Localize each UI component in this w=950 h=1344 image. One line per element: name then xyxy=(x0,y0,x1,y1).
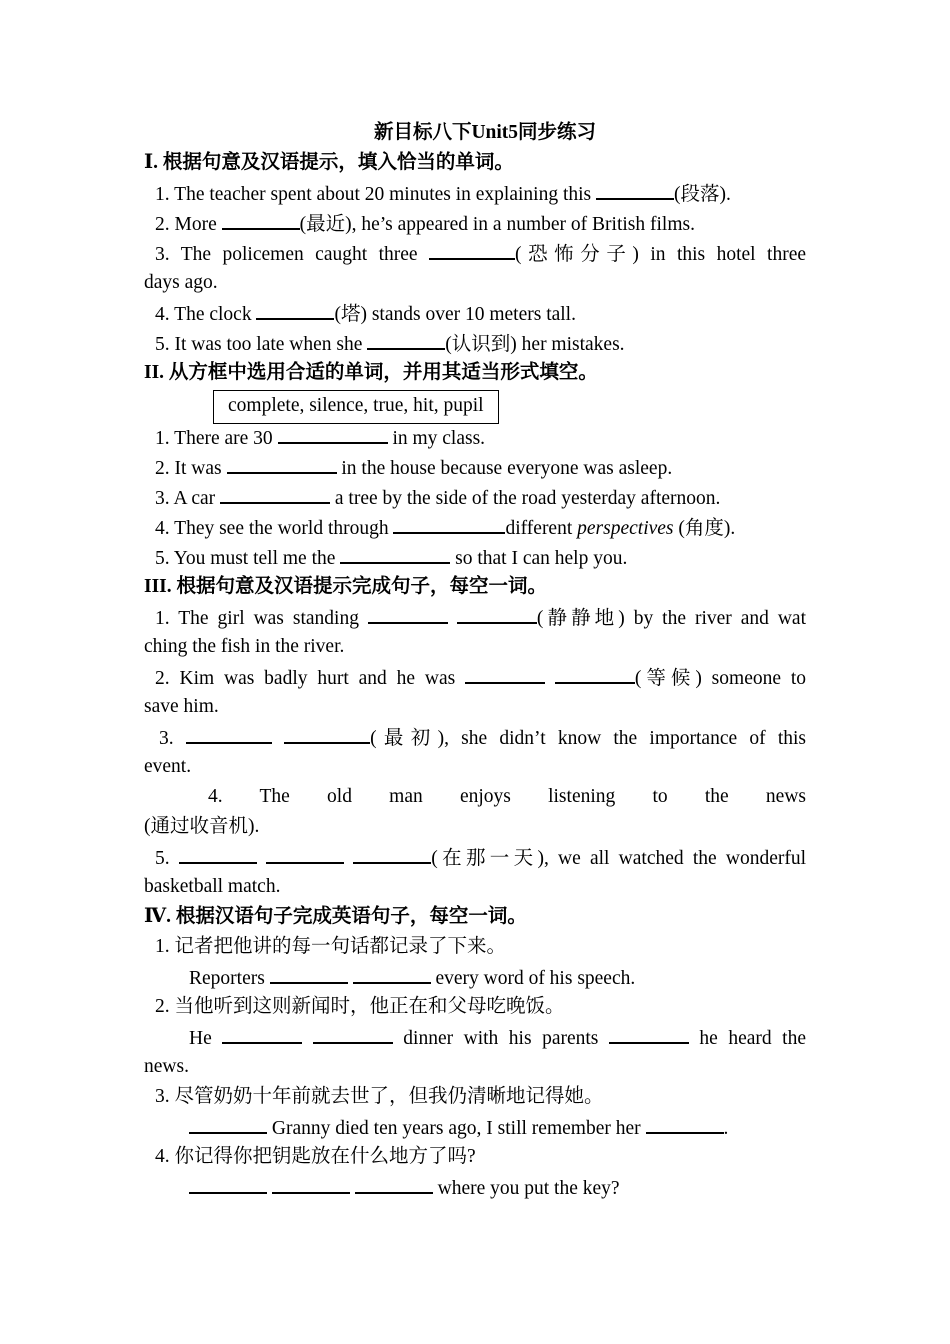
worksheet xyxy=(144,118,806,1202)
word-box: complete, silence, true, hit, pupil xyxy=(213,390,499,424)
answer-blank[interactable] xyxy=(393,512,505,534)
s1-question-4: 4. The clock (塔) stands over 10 meters tall. xyxy=(144,298,806,328)
answer-blank[interactable] xyxy=(646,1112,724,1134)
s4-question-2-cont: news. xyxy=(144,1056,189,1077)
s2-question-1: 1. There are 30 in my class. xyxy=(144,422,806,452)
answer-blank[interactable] xyxy=(189,1112,267,1134)
s1-question-3: 3. The policemen caught three (恐怖分子) in this hotel three xyxy=(144,238,806,268)
s3-question-5: 5. (在那一天), we all watched the wonderful xyxy=(144,842,806,872)
answer-blank[interactable] xyxy=(284,722,370,744)
answer-blank[interactable] xyxy=(222,208,300,230)
answer-blank[interactable] xyxy=(353,962,431,984)
s4-question-1: Reporters every word of his speech. xyxy=(144,962,806,992)
s2-question-3: 3. A car a tree by the side of the road yesterday afternoon. xyxy=(144,482,806,512)
word-box-row xyxy=(144,388,806,418)
s1-question-5: 5. It was too late when she (认识到) her mistakes. xyxy=(144,328,806,358)
answer-blank[interactable] xyxy=(465,662,545,684)
s2-question-4: 4. They see the world through different perspectives (角度). xyxy=(144,512,806,542)
answer-blank[interactable] xyxy=(353,842,431,864)
s3-question-1-cont: ching the fish in the river. xyxy=(144,636,345,657)
answer-blank[interactable] xyxy=(313,1022,393,1044)
s4-question-4-chinese: 4. 你记得你把钥匙放在什么地方了吗? xyxy=(155,1146,476,1167)
section4-heading: Ⅳ. 根据汉语句子完成英语句子，每空一词。 xyxy=(144,906,527,927)
answer-blank[interactable] xyxy=(256,298,334,320)
s1-question-3-cont: days ago. xyxy=(144,272,218,293)
s4-question-3: Granny died ten years ago, I still remember her . xyxy=(144,1112,806,1142)
s3-question-4-cont: (通过收音机). xyxy=(144,816,260,837)
answer-blank[interactable] xyxy=(220,482,330,504)
answer-blank[interactable] xyxy=(272,1172,350,1194)
answer-blank[interactable] xyxy=(609,1022,689,1044)
s3-question-3-cont: event. xyxy=(144,756,192,777)
s3-question-2: 2. Kim was badly hurt and he was (等候) someone to xyxy=(144,662,806,692)
s2-question-5: 5. You must tell me the so that I can help you. xyxy=(144,542,806,572)
answer-blank[interactable] xyxy=(222,1022,302,1044)
s3-question-1: 1. The girl was standing (静静地) by the river and wat xyxy=(144,602,806,632)
answer-blank[interactable] xyxy=(368,602,448,624)
s3-question-4: 4. The old man enjoys listening to the news xyxy=(208,786,806,807)
s4-question-1-chinese: 1. 记者把他讲的每一句话都记录了下来。 xyxy=(155,936,507,957)
s4-question-4: where you put the key? xyxy=(144,1172,806,1202)
section3-heading: III. 根据句意及汉语提示完成句子，每空一词。 xyxy=(144,576,548,597)
answer-blank[interactable] xyxy=(179,842,257,864)
answer-blank[interactable] xyxy=(227,452,337,474)
s3-question-3: 3. (最初), she didn’t know the importance of this xyxy=(144,722,806,752)
s4-question-3-chinese: 3. 尽管奶奶十年前就去世了，但我仍清晰地记得她。 xyxy=(155,1086,604,1107)
s1-question-2: 2. More (最近), he’s appeared in a number of British films. xyxy=(144,208,806,238)
s3-question-5-cont: basketball match. xyxy=(144,876,281,897)
s2-question-2: 2. It was in the house because everyone was asleep. xyxy=(144,452,806,482)
answer-blank[interactable] xyxy=(186,722,272,744)
answer-blank[interactable] xyxy=(429,238,515,260)
s4-question-2: He dinner with his parents he heard the xyxy=(144,1022,806,1052)
answer-blank[interactable] xyxy=(555,662,635,684)
s3-question-2-cont: save him. xyxy=(144,696,219,717)
answer-blank[interactable] xyxy=(340,542,450,564)
answer-blank[interactable] xyxy=(367,328,445,350)
answer-blank[interactable] xyxy=(270,962,348,984)
answer-blank[interactable] xyxy=(189,1172,267,1194)
answer-blank[interactable] xyxy=(457,602,537,624)
answer-blank[interactable] xyxy=(355,1172,433,1194)
answer-blank[interactable] xyxy=(278,422,388,444)
s4-question-2-chinese: 2. 当他听到这则新闻时，他正在和父母吃晚饭。 xyxy=(155,996,565,1017)
page-title: 新目标八下Unit5同步练习 xyxy=(373,122,597,143)
answer-blank[interactable] xyxy=(596,178,674,200)
s1-question-1: 1. The teacher spent about 20 minutes in explaining this (段落). xyxy=(144,178,806,208)
section2-heading: II. 从方框中选用合适的单词，并用其适当形式填空。 xyxy=(144,362,598,383)
answer-blank[interactable] xyxy=(266,842,344,864)
section1-heading: Ⅰ. 根据句意及汉语提示，填入恰当的单词。 xyxy=(144,152,514,173)
